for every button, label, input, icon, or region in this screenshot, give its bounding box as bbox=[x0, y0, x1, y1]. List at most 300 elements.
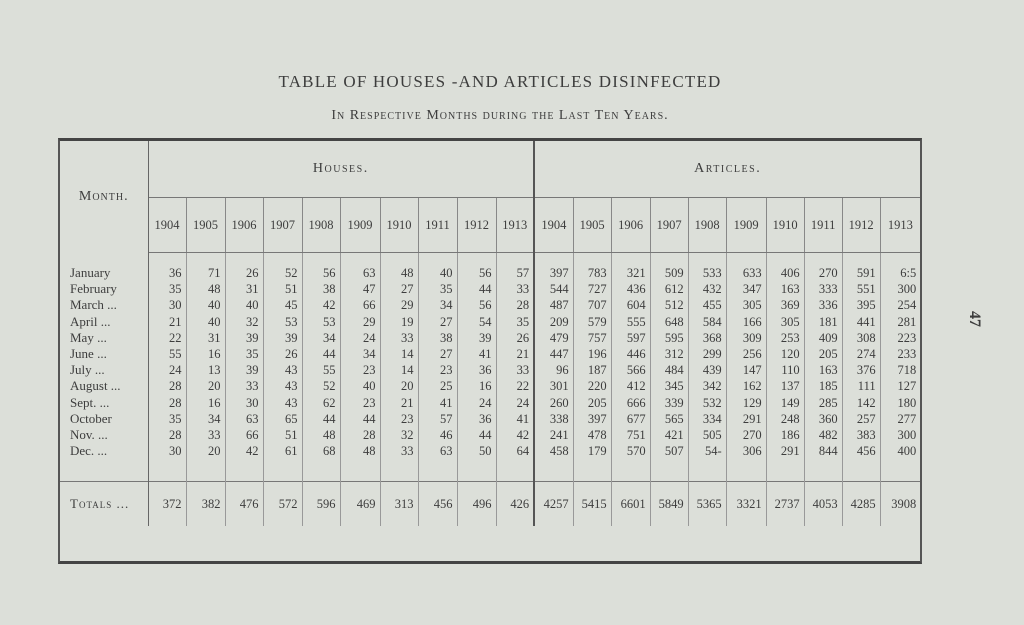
articles-cell: 5849 bbox=[650, 482, 688, 527]
houses-cell: 50 bbox=[457, 443, 496, 459]
table-row bbox=[60, 362, 920, 378]
articles-cell: 120 bbox=[766, 346, 804, 362]
table-row bbox=[60, 395, 920, 411]
houses-cell: 39 bbox=[263, 330, 302, 346]
houses-cell: 23 bbox=[340, 362, 380, 378]
articles-cell: 186 bbox=[766, 427, 804, 443]
articles-cell: 4257 bbox=[534, 482, 573, 527]
houses-cell: 33 bbox=[380, 330, 418, 346]
houses-cell: 26 bbox=[496, 330, 534, 346]
totals-row bbox=[60, 482, 920, 527]
houses-year-header: 1906 bbox=[225, 198, 263, 253]
articles-cell: 127 bbox=[897, 379, 917, 394]
houses-cell: 68 bbox=[302, 443, 340, 459]
houses-cell: 33 bbox=[186, 427, 225, 443]
articles-cell: 223 bbox=[897, 330, 917, 345]
houses-cell: 48 bbox=[380, 265, 418, 281]
houses-cell: 42 bbox=[302, 297, 340, 313]
houses-cell: 426 bbox=[496, 482, 534, 527]
houses-cell: 41 bbox=[418, 395, 457, 411]
articles-cell: 338 bbox=[534, 411, 573, 427]
houses-cell: 30 bbox=[148, 443, 186, 459]
articles-cell: 166 bbox=[726, 314, 766, 330]
articles-year-header: 1907 bbox=[650, 198, 688, 253]
articles-cell: 566 bbox=[611, 362, 650, 378]
houses-year-header: 1905 bbox=[186, 198, 225, 253]
articles-cell: 254 bbox=[897, 298, 917, 313]
month-label: Dec. ... bbox=[60, 443, 148, 459]
houses-cell: 43 bbox=[263, 362, 302, 378]
houses-cell: 24 bbox=[457, 395, 496, 411]
articles-cell: 458 bbox=[534, 443, 573, 459]
houses-cell: 56 bbox=[302, 265, 340, 281]
articles-cell: 395 bbox=[842, 297, 880, 313]
articles-cell: 604 bbox=[611, 297, 650, 313]
articles-cell: 4285 bbox=[842, 482, 880, 527]
houses-cell: 24 bbox=[340, 330, 380, 346]
houses-cell: 48 bbox=[186, 281, 225, 297]
houses-cell: 40 bbox=[186, 314, 225, 330]
houses-cell: 63 bbox=[225, 411, 263, 427]
articles-cell: 162 bbox=[726, 378, 766, 394]
table-row bbox=[60, 427, 920, 443]
houses-year-header: 1913 bbox=[496, 198, 534, 253]
houses-cell: 35 bbox=[225, 346, 263, 362]
articles-year-header: 1905 bbox=[573, 198, 611, 253]
houses-cell: 24 bbox=[496, 395, 534, 411]
articles-cell: 291 bbox=[766, 443, 804, 459]
articles-cell: 256 bbox=[726, 346, 766, 362]
table-row bbox=[60, 297, 920, 313]
houses-cell: 496 bbox=[457, 482, 496, 527]
articles-cell: 342 bbox=[688, 378, 726, 394]
articles-cell: 209 bbox=[534, 314, 573, 330]
articles-cell: 446 bbox=[611, 346, 650, 362]
houses-cell: 24 bbox=[148, 362, 186, 378]
articles-cell: 180 bbox=[897, 395, 917, 410]
houses-year-header: 1909 bbox=[340, 198, 380, 253]
articles-cell: 757 bbox=[573, 330, 611, 346]
houses-cell: 31 bbox=[186, 330, 225, 346]
spacer-row bbox=[60, 459, 920, 482]
articles-cell: 412 bbox=[611, 378, 650, 394]
articles-cell: 400 bbox=[897, 444, 917, 459]
houses-cell: 56 bbox=[457, 297, 496, 313]
articles-cell: 369 bbox=[766, 297, 804, 313]
houses-cell: 27 bbox=[418, 314, 457, 330]
articles-cell: 111 bbox=[842, 378, 880, 394]
houses-cell: 44 bbox=[302, 346, 340, 362]
articles-cell: 233 bbox=[897, 347, 917, 362]
houses-year-header: 1907 bbox=[263, 198, 302, 253]
articles-cell: 291 bbox=[726, 411, 766, 427]
houses-cell: 40 bbox=[418, 265, 457, 281]
houses-cell: 45 bbox=[263, 297, 302, 313]
houses-year-header: 1908 bbox=[302, 198, 340, 253]
articles-cell: 299 bbox=[688, 346, 726, 362]
articles-cell: 54- bbox=[688, 443, 726, 459]
articles-cell: 455 bbox=[688, 297, 726, 313]
houses-cell: 62 bbox=[302, 395, 340, 411]
articles-cell: 532 bbox=[688, 395, 726, 411]
articles-year-header: 1912 bbox=[842, 198, 880, 253]
houses-cell: 16 bbox=[186, 346, 225, 362]
houses-cell: 35 bbox=[148, 411, 186, 427]
table-title: TABLE OF HOUSES -AND ARTICLES DISINFECTED bbox=[278, 72, 722, 91]
articles-cell: 179 bbox=[573, 443, 611, 459]
articles-cell: 129 bbox=[726, 395, 766, 411]
articles-cell: 783 bbox=[573, 265, 611, 281]
articles-cell: 257 bbox=[842, 411, 880, 427]
articles-cell: 397 bbox=[573, 411, 611, 427]
houses-cell: 44 bbox=[340, 411, 380, 427]
articles-cell: 181 bbox=[804, 314, 842, 330]
houses-cell: 65 bbox=[263, 411, 302, 427]
articles-header: Articles. bbox=[534, 141, 920, 198]
houses-cell: 42 bbox=[225, 443, 263, 459]
houses-cell: 33 bbox=[225, 378, 263, 394]
articles-cell: 248 bbox=[766, 411, 804, 427]
articles-cell: 300 bbox=[897, 428, 917, 443]
houses-cell: 61 bbox=[263, 443, 302, 459]
houses-cell: 44 bbox=[457, 427, 496, 443]
articles-cell: 241 bbox=[534, 427, 573, 443]
disinfection-table-frame bbox=[58, 138, 922, 564]
table-row bbox=[60, 314, 920, 330]
articles-cell: 110 bbox=[766, 362, 804, 378]
houses-cell: 26 bbox=[263, 346, 302, 362]
houses-cell: 63 bbox=[340, 265, 380, 281]
articles-cell: 439 bbox=[688, 362, 726, 378]
houses-cell: 28 bbox=[496, 297, 534, 313]
month-label: March ... bbox=[60, 297, 148, 313]
articles-cell: 336 bbox=[804, 297, 842, 313]
month-label: January bbox=[60, 265, 148, 281]
articles-cell: 339 bbox=[650, 395, 688, 411]
houses-cell: 14 bbox=[380, 362, 418, 378]
articles-cell: 718 bbox=[897, 363, 917, 378]
articles-cell: 205 bbox=[804, 346, 842, 362]
houses-cell: 53 bbox=[263, 314, 302, 330]
houses-cell: 43 bbox=[263, 378, 302, 394]
articles-cell: 185 bbox=[804, 378, 842, 394]
houses-cell: 35 bbox=[496, 314, 534, 330]
articles-cell: 300 bbox=[897, 282, 917, 297]
houses-cell: 35 bbox=[148, 281, 186, 297]
houses-cell: 40 bbox=[340, 378, 380, 394]
houses-cell: 51 bbox=[263, 427, 302, 443]
houses-cell: 28 bbox=[148, 427, 186, 443]
houses-year-header: 1904 bbox=[148, 198, 186, 253]
houses-cell: 20 bbox=[380, 378, 418, 394]
articles-cell: 648 bbox=[650, 314, 688, 330]
houses-cell: 30 bbox=[148, 297, 186, 313]
articles-cell: 260 bbox=[534, 395, 573, 411]
houses-cell: 572 bbox=[263, 482, 302, 527]
houses-cell: 43 bbox=[263, 395, 302, 411]
articles-cell: 633 bbox=[726, 265, 766, 281]
articles-year-header: 1910 bbox=[766, 198, 804, 253]
houses-cell: 31 bbox=[225, 281, 263, 297]
houses-cell: 57 bbox=[496, 265, 534, 281]
articles-year-header: 1909 bbox=[726, 198, 766, 253]
articles-cell: 579 bbox=[573, 314, 611, 330]
articles-cell: 333 bbox=[804, 281, 842, 297]
month-label: July ... bbox=[60, 362, 148, 378]
houses-cell: 36 bbox=[457, 362, 496, 378]
houses-cell: 16 bbox=[457, 378, 496, 394]
articles-cell: 555 bbox=[611, 314, 650, 330]
houses-cell: 21 bbox=[380, 395, 418, 411]
articles-cell: 565 bbox=[650, 411, 688, 427]
articles-cell: 6601 bbox=[611, 482, 650, 527]
articles-year-header: 1911 bbox=[804, 198, 842, 253]
houses-header: Houses. bbox=[148, 141, 534, 198]
articles-cell: 270 bbox=[804, 265, 842, 281]
houses-cell: 66 bbox=[225, 427, 263, 443]
houses-cell: 27 bbox=[418, 346, 457, 362]
articles-cell: 220 bbox=[573, 378, 611, 394]
houses-cell: 39 bbox=[457, 330, 496, 346]
houses-cell: 40 bbox=[186, 297, 225, 313]
houses-cell: 42 bbox=[496, 427, 534, 443]
houses-cell: 35 bbox=[418, 281, 457, 297]
articles-cell: 334 bbox=[688, 411, 726, 427]
houses-cell: 313 bbox=[380, 482, 418, 527]
month-label: October bbox=[60, 411, 148, 427]
articles-cell: 5415 bbox=[573, 482, 611, 527]
houses-cell: 34 bbox=[186, 411, 225, 427]
articles-cell: 570 bbox=[611, 443, 650, 459]
articles-cell: 509 bbox=[650, 265, 688, 281]
articles-cell: 421 bbox=[650, 427, 688, 443]
articles-cell: 551 bbox=[842, 281, 880, 297]
houses-cell: 48 bbox=[302, 427, 340, 443]
articles-cell: 301 bbox=[534, 378, 573, 394]
articles-cell: 6:5 bbox=[900, 266, 917, 280]
articles-cell: 436 bbox=[611, 281, 650, 297]
houses-cell: 53 bbox=[302, 314, 340, 330]
houses-cell: 26 bbox=[225, 265, 263, 281]
articles-cell: 406 bbox=[766, 265, 804, 281]
articles-cell: 305 bbox=[766, 314, 804, 330]
articles-cell: 2737 bbox=[766, 482, 804, 527]
articles-cell: 533 bbox=[688, 265, 726, 281]
houses-cell: 47 bbox=[340, 281, 380, 297]
articles-year-header: 1906 bbox=[611, 198, 650, 253]
houses-cell: 32 bbox=[225, 314, 263, 330]
houses-cell: 456 bbox=[418, 482, 457, 527]
articles-cell: 478 bbox=[573, 427, 611, 443]
articles-cell: 187 bbox=[573, 362, 611, 378]
houses-cell: 44 bbox=[457, 281, 496, 297]
houses-cell: 71 bbox=[186, 265, 225, 281]
houses-cell: 39 bbox=[225, 330, 263, 346]
table-row bbox=[60, 281, 920, 297]
articles-cell: 505 bbox=[688, 427, 726, 443]
houses-cell: 372 bbox=[148, 482, 186, 527]
table-row bbox=[60, 330, 920, 346]
houses-cell: 41 bbox=[457, 346, 496, 362]
articles-cell: 306 bbox=[726, 443, 766, 459]
articles-cell: 96 bbox=[534, 362, 573, 378]
articles-cell: 447 bbox=[534, 346, 573, 362]
articles-cell: 383 bbox=[842, 427, 880, 443]
houses-cell: 46 bbox=[418, 427, 457, 443]
houses-cell: 29 bbox=[340, 314, 380, 330]
houses-cell: 22 bbox=[148, 330, 186, 346]
articles-cell: 441 bbox=[842, 314, 880, 330]
month-header: Month. bbox=[60, 141, 148, 253]
houses-year-header: 1912 bbox=[457, 198, 496, 253]
houses-cell: 34 bbox=[418, 297, 457, 313]
houses-cell: 23 bbox=[418, 362, 457, 378]
articles-cell: 479 bbox=[534, 330, 573, 346]
houses-cell: 57 bbox=[418, 411, 457, 427]
houses-cell: 21 bbox=[496, 346, 534, 362]
articles-cell: 281 bbox=[897, 314, 917, 329]
articles-cell: 285 bbox=[804, 395, 842, 411]
table-row bbox=[60, 265, 920, 281]
articles-cell: 432 bbox=[688, 281, 726, 297]
table-row bbox=[60, 346, 920, 362]
houses-cell: 469 bbox=[340, 482, 380, 527]
houses-cell: 63 bbox=[418, 443, 457, 459]
articles-cell: 277 bbox=[897, 411, 917, 426]
articles-cell: 5365 bbox=[688, 482, 726, 527]
articles-cell: 147 bbox=[726, 362, 766, 378]
month-label: Totals ... bbox=[60, 482, 148, 527]
houses-cell: 44 bbox=[302, 411, 340, 427]
houses-cell: 21 bbox=[148, 314, 186, 330]
articles-cell: 707 bbox=[573, 297, 611, 313]
articles-cell: 274 bbox=[842, 346, 880, 362]
articles-cell: 591 bbox=[842, 265, 880, 281]
table-subtitle: In Respective Months during the Last Ten Years. bbox=[331, 108, 669, 123]
houses-cell: 23 bbox=[340, 395, 380, 411]
articles-cell: 666 bbox=[611, 395, 650, 411]
month-label: Nov. ... bbox=[60, 427, 148, 443]
articles-cell: 612 bbox=[650, 281, 688, 297]
articles-cell: 484 bbox=[650, 362, 688, 378]
articles-cell: 751 bbox=[611, 427, 650, 443]
articles-cell: 360 bbox=[804, 411, 842, 427]
houses-cell: 66 bbox=[340, 297, 380, 313]
houses-cell: 40 bbox=[225, 297, 263, 313]
articles-cell: 163 bbox=[766, 281, 804, 297]
houses-cell: 33 bbox=[496, 281, 534, 297]
houses-cell: 41 bbox=[496, 411, 534, 427]
houses-cell: 28 bbox=[148, 395, 186, 411]
articles-cell: 205 bbox=[573, 395, 611, 411]
page-number: 47 bbox=[966, 311, 983, 327]
articles-cell: 305 bbox=[726, 297, 766, 313]
articles-cell: 507 bbox=[650, 443, 688, 459]
houses-cell: 29 bbox=[380, 297, 418, 313]
houses-cell: 14 bbox=[380, 346, 418, 362]
houses-cell: 20 bbox=[186, 378, 225, 394]
articles-cell: 844 bbox=[804, 443, 842, 459]
articles-cell: 149 bbox=[766, 395, 804, 411]
houses-cell: 25 bbox=[418, 378, 457, 394]
houses-cell: 52 bbox=[263, 265, 302, 281]
houses-cell: 33 bbox=[496, 362, 534, 378]
articles-cell: 409 bbox=[804, 330, 842, 346]
houses-cell: 54 bbox=[457, 314, 496, 330]
articles-cell: 163 bbox=[804, 362, 842, 378]
houses-cell: 28 bbox=[340, 427, 380, 443]
houses-cell: 55 bbox=[302, 362, 340, 378]
articles-cell: 487 bbox=[534, 297, 573, 313]
articles-cell: 595 bbox=[650, 330, 688, 346]
articles-cell: 482 bbox=[804, 427, 842, 443]
houses-cell: 48 bbox=[340, 443, 380, 459]
articles-cell: 270 bbox=[726, 427, 766, 443]
articles-cell: 397 bbox=[534, 265, 573, 281]
month-label: Sept. ... bbox=[60, 395, 148, 411]
houses-cell: 36 bbox=[457, 411, 496, 427]
houses-cell: 64 bbox=[496, 443, 534, 459]
houses-cell: 382 bbox=[186, 482, 225, 527]
articles-cell: 368 bbox=[688, 330, 726, 346]
articles-cell: 544 bbox=[534, 281, 573, 297]
houses-cell: 28 bbox=[148, 378, 186, 394]
articles-cell: 308 bbox=[842, 330, 880, 346]
houses-cell: 33 bbox=[380, 443, 418, 459]
houses-cell: 55 bbox=[148, 346, 186, 362]
houses-cell: 52 bbox=[302, 378, 340, 394]
articles-cell: 309 bbox=[726, 330, 766, 346]
houses-cell: 13 bbox=[186, 362, 225, 378]
houses-cell: 34 bbox=[340, 346, 380, 362]
table-row bbox=[60, 443, 920, 459]
articles-cell: 376 bbox=[842, 362, 880, 378]
month-label: May ... bbox=[60, 330, 148, 346]
articles-cell: 253 bbox=[766, 330, 804, 346]
houses-cell: 476 bbox=[225, 482, 263, 527]
articles-cell: 597 bbox=[611, 330, 650, 346]
articles-cell: 4053 bbox=[804, 482, 842, 527]
houses-cell: 23 bbox=[380, 411, 418, 427]
articles-cell: 512 bbox=[650, 297, 688, 313]
month-label: April ... bbox=[60, 314, 148, 330]
houses-cell: 596 bbox=[302, 482, 340, 527]
table-row bbox=[60, 378, 920, 394]
table-row bbox=[60, 411, 920, 427]
articles-cell: 3321 bbox=[726, 482, 766, 527]
houses-cell: 27 bbox=[380, 281, 418, 297]
houses-cell: 34 bbox=[302, 330, 340, 346]
houses-cell: 56 bbox=[457, 265, 496, 281]
houses-year-header: 1911 bbox=[418, 198, 457, 253]
articles-cell: 677 bbox=[611, 411, 650, 427]
articles-cell: 321 bbox=[611, 265, 650, 281]
houses-cell: 32 bbox=[380, 427, 418, 443]
houses-cell: 16 bbox=[186, 395, 225, 411]
houses-cell: 39 bbox=[225, 362, 263, 378]
houses-cell: 38 bbox=[418, 330, 457, 346]
month-label: June ... bbox=[60, 346, 148, 362]
articles-cell: 196 bbox=[573, 346, 611, 362]
articles-cell: 137 bbox=[766, 378, 804, 394]
houses-cell: 20 bbox=[186, 443, 225, 459]
houses-year-header: 1910 bbox=[380, 198, 418, 253]
disinfection-table bbox=[60, 141, 920, 526]
articles-cell: 727 bbox=[573, 281, 611, 297]
houses-cell: 51 bbox=[263, 281, 302, 297]
articles-cell: 312 bbox=[650, 346, 688, 362]
articles-cell: 456 bbox=[842, 443, 880, 459]
